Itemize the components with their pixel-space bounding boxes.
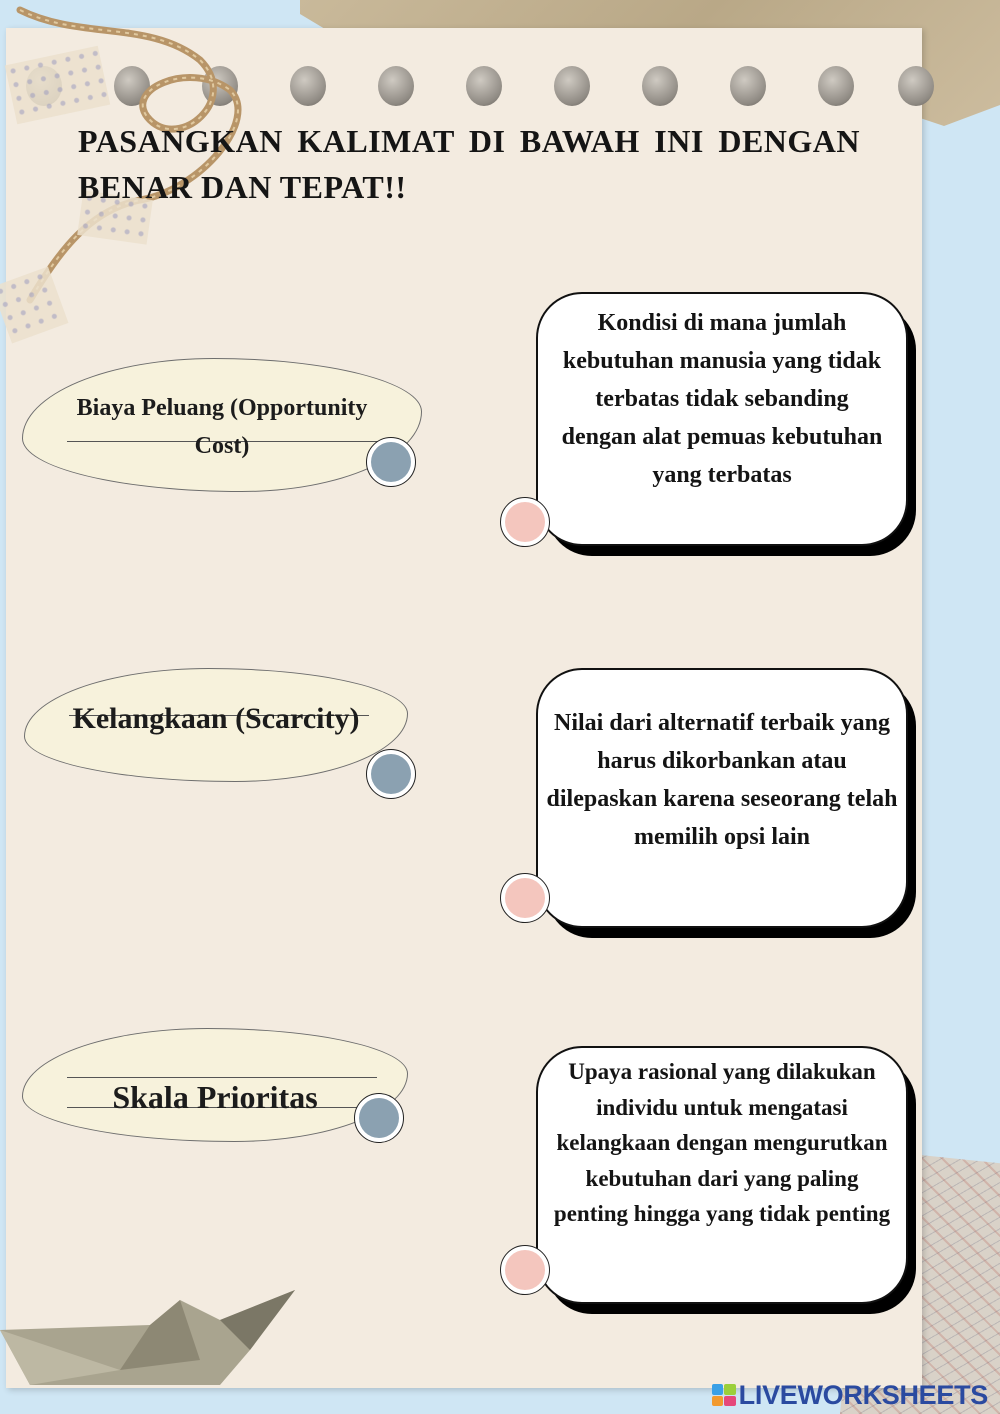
match-dot-definition-2[interactable] [500, 873, 550, 923]
term-label: Skala Prioritas [112, 1079, 318, 1115]
definition-card-2 [536, 668, 908, 928]
binder-hole [730, 66, 766, 106]
brand-name: LIVEWORKSHEETS [738, 1379, 988, 1410]
definition-text: Nilai dari alternatif terbaik yang harus dikorbankan atau dilepaskan karena seseorang telah memilih opsi lain [546, 710, 898, 850]
term-label: Kelangkaan (Scarcity) [72, 702, 360, 735]
match-dot-definition-3[interactable] [500, 1245, 550, 1295]
match-dot-term-3[interactable] [354, 1093, 404, 1143]
definition-text: Kondisi di mana jumlah kebutuhan manusia yang tidak terbatas tidak sebanding dengan alat pemuas kebutuhan yang terbatas [561, 310, 883, 488]
match-dot-definition-1[interactable] [500, 497, 550, 547]
binder-hole [554, 66, 590, 106]
binder-hole [642, 66, 678, 106]
definition-card-1 [536, 292, 908, 546]
binder-hole [466, 66, 502, 106]
liveworksheets-logo [712, 1380, 988, 1410]
match-dot-term-2[interactable] [366, 749, 416, 799]
match-dot-term-1[interactable] [366, 437, 416, 487]
paper-boat-decoration [0, 1290, 300, 1390]
term-label: Biaya Peluang (Opportunity Cost) [76, 395, 368, 459]
definition-text: Upaya rasional yang dilakukan individu untuk mengatasi kelangkaan dengan mengurutkan kebutuhan dari yang paling penting hingga yang tidak penting [553, 1059, 891, 1226]
page-title: PASANGKAN KALIMAT DI BAWAH INI DENGAN BENAR DAN TEPAT!! [78, 123, 860, 205]
binder-hole [898, 66, 934, 106]
binder-hole [378, 66, 414, 106]
definition-card-3 [536, 1046, 908, 1304]
binder-hole [818, 66, 854, 106]
liveworksheets-icon [712, 1384, 736, 1406]
